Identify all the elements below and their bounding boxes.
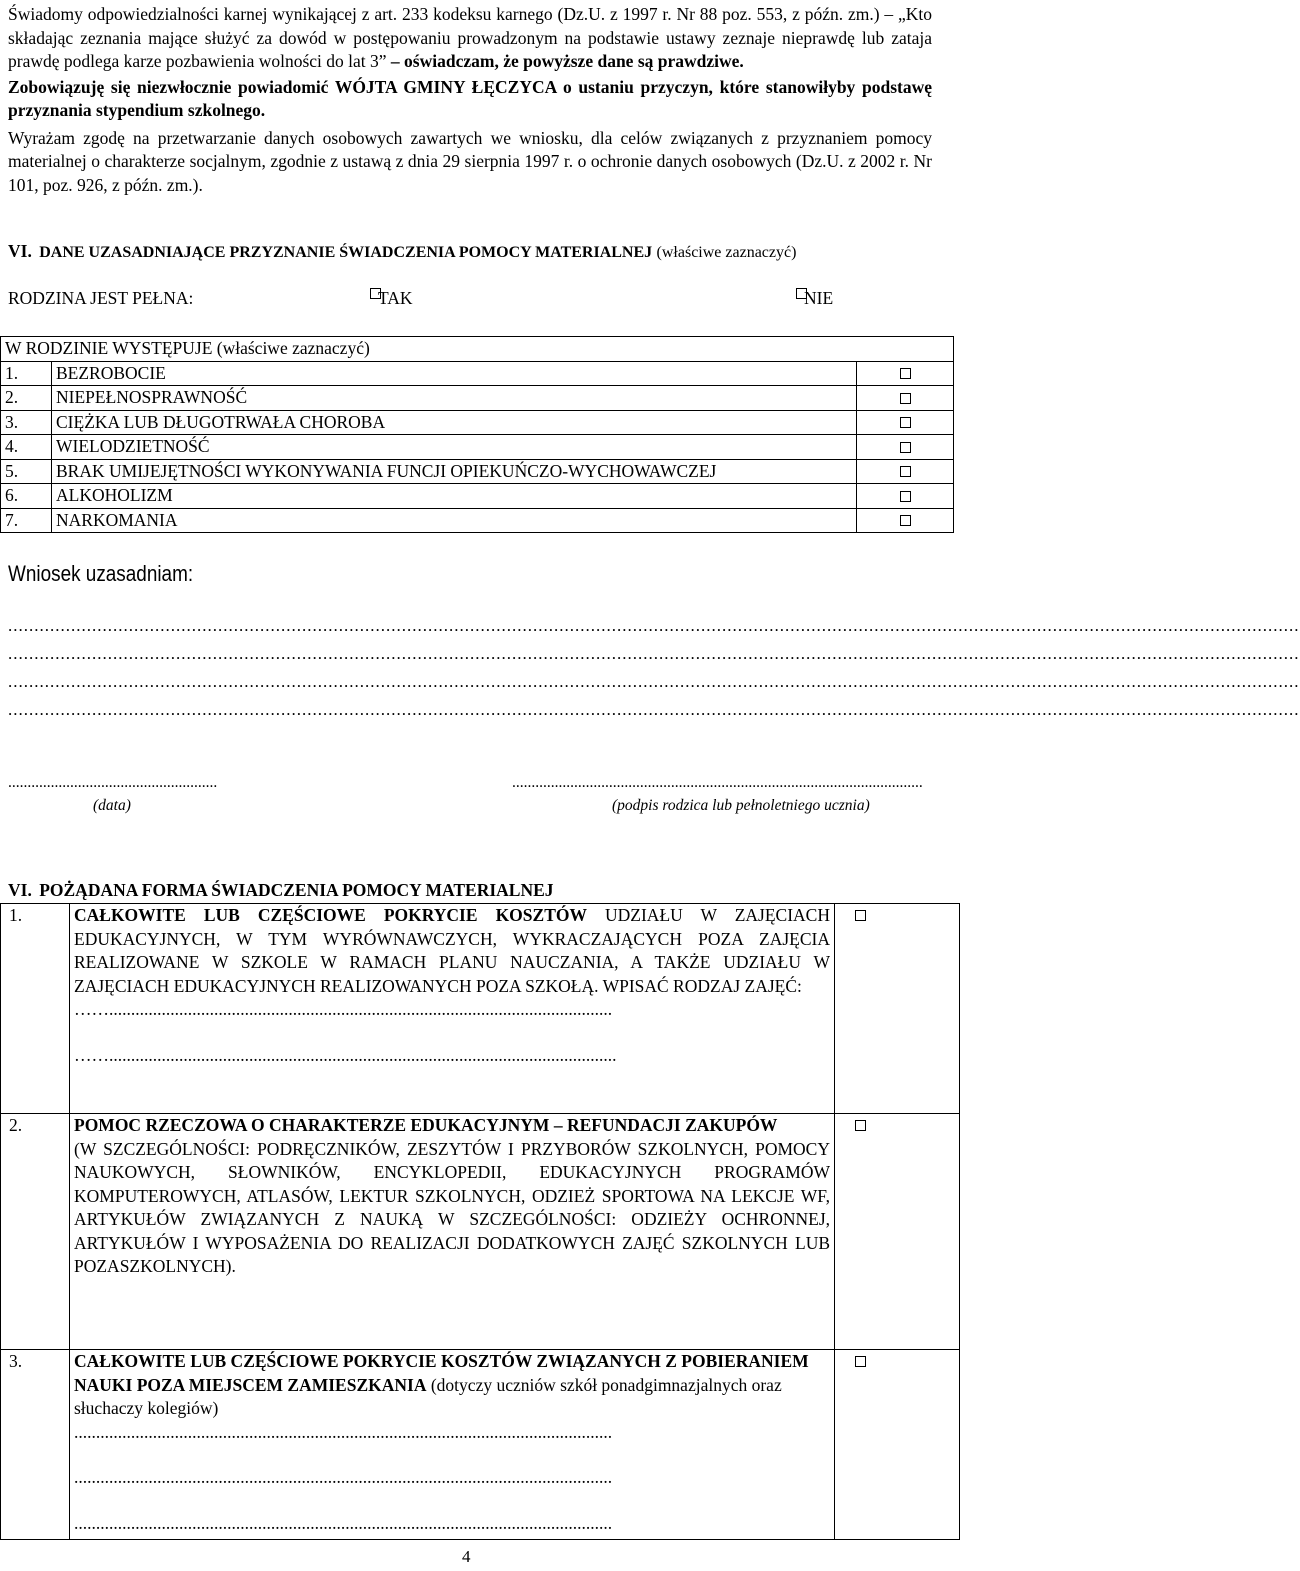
row-number: 5. bbox=[1, 459, 52, 484]
row-checkbox[interactable] bbox=[857, 435, 954, 460]
row-number: 3. bbox=[1, 1350, 70, 1540]
row-label: WIELODZIETNOŚĆ bbox=[52, 435, 857, 460]
section-note: (właściwe zaznaczyć) bbox=[656, 244, 797, 261]
aid-form-table bbox=[0, 903, 960, 1540]
notification-commitment: Zobowiązuję się niezwłocznie powiadomić WÓJTA GMINY ŁĘCZYCA o ustaniu przyczyn, które stanowiłyby podstawę przyznania stypendium szkolnego. bbox=[8, 76, 932, 120]
checkbox-icon[interactable] bbox=[900, 393, 911, 404]
row-description: CAŁKOWITE LUB CZĘŚCIOWE POKRYCIE KOSZTÓW UDZIAŁU W ZAJĘCIACH EDUKACYJNYCH, W TYM WYRÓWNAWCZYCH, WYKRACZAJĄCYCH POZA ZAJĘCIA REALIZOWANE W SZKOLE W RAMACH PLANU NAUCZANIA, A TAKŻE UDZIAŁU W ZAJĘCIACH EDUKACYJNYCH REALIZOWANYCH POZA SZKOŁĄ. WPISAĆ RODZAJ ZAJĘĆ: ……................................................................................................................... …….................................................................................................................... bbox=[70, 904, 835, 1114]
table-row bbox=[1, 1114, 960, 1350]
table-header: W RODZINIE WYSTĘPUJE (właściwe zaznaczyć) bbox=[1, 337, 954, 362]
answer-line[interactable]: ........................................................................................................................... bbox=[74, 1467, 613, 1487]
checkbox-icon[interactable] bbox=[855, 910, 866, 921]
activity-type-line[interactable]: ……................................................................................................................... bbox=[74, 999, 613, 1019]
signature-label: (podpis rodzica lub pełnoletniego ucznia) bbox=[612, 797, 870, 814]
row-checkbox[interactable] bbox=[857, 361, 954, 386]
row-label: NARKOMANIA bbox=[52, 508, 857, 533]
data-processing-consent: Wyrażam zgodę na przetwarzanie danych osobowych zawartych we wniosku, dla celów związanych z przyznaniem pomocy materialnej o charakterze socjalnym, zgodnie z ustawą z dnia 29 sierpnia 1997 r. o ochronie danych osobowych (Dz.U. z 2002 r. Nr 101, poz. 926, z późn. zm.). bbox=[8, 127, 932, 195]
row-checkbox[interactable] bbox=[857, 410, 954, 435]
row-label: BEZROBOCIE bbox=[52, 361, 857, 386]
declaration-block bbox=[8, 3, 932, 197]
row-description: CAŁKOWITE LUB CZĘŚCIOWE POKRYCIE KOSZTÓW ZWIĄZANYCH Z POBIERANIEM NAUKI POZA MIEJSCEM ZAMIESZKANIA (dotyczy uczniów szkół ponadgimnazjalnych oraz słuchaczy kolegiów) ........................................................................................................................... ........................................................................................................................... ........................................................................................................................... bbox=[70, 1350, 835, 1540]
section-heading-aid-form bbox=[8, 880, 554, 901]
answer-line[interactable]: ........................................................................................................................... bbox=[74, 1421, 613, 1442]
liability-affirmation: – oświadczam, że powyższe dane są prawdziwe. bbox=[390, 51, 744, 71]
row-checkbox[interactable] bbox=[835, 1114, 960, 1350]
row-number: 7. bbox=[1, 508, 52, 533]
row-number: 2. bbox=[1, 386, 52, 411]
table-row bbox=[1, 484, 954, 509]
table-row bbox=[1, 508, 954, 533]
row-description: POMOC RZECZOWA O CHARAKTERZE EDUKACYJNYM – REFUNDACJI ZAKUPÓW (W SZCZEGÓLNOŚCI: PODRĘCZNIKÓW, ZESZYTÓW I PRZYBORÓW SZKOLNYCH, POMOCY NAUKOWYCH, SŁOWNIKÓW, ENCYKLOPEDII, EDUKACYJNYCH PROGRAMÓW KOMPUTEROWYCH, ATLASÓW, LEKTUR SZKOLNYCH, ODZIEŻ SPORTOWA NA LEKCJE WF, ARTYKUŁÓW ZWIĄZANYCH Z NAUKĄ W SZCZEGÓLNOŚCI: ODZIEŻY OCHRONNEJ, ARTYKUŁÓW I WYPOSAŻENIA DO REALIZACJI DODATKOWYCH ZAJĘĆ SZKOLNYCH LUB POZASZKOLNYCH). bbox=[70, 1114, 835, 1350]
row-number: 2. bbox=[1, 1114, 70, 1350]
section-title: POŻĄDANA FORMA ŚWIADCZENIA POMOCY MATERIALNEJ bbox=[39, 880, 554, 900]
row-number: 3. bbox=[1, 410, 52, 435]
section-title: DANE UZASADNIAJĄCE PRZYZNANIE ŚWIADCZENIA POMOCY MATERIALNEJ bbox=[39, 244, 653, 261]
table-header-row bbox=[1, 337, 954, 362]
row-checkbox[interactable] bbox=[835, 904, 960, 1114]
row-checkbox[interactable] bbox=[857, 459, 954, 484]
liability-statement: Świadomy odpowiedzialności karnej wynikającej z art. 233 kodeksu karnego (Dz.U. z 1997 r. Nr 88 poz. 553, z późn. zm.) – „Kto składając zeznania mające służyć za dowód w postępowaniu prowadzonym na podstawie ustawy zeznaje nieprawdę lub zataja prawdę podlega karze pozbawienia wolności do lat 3” – oświadczam, że powyższe dane są prawdziwe. bbox=[8, 4, 932, 71]
row-number: 1. bbox=[1, 904, 70, 1114]
answer-line[interactable]: ........................................................................................................................... bbox=[74, 1512, 613, 1533]
date-label: (data) bbox=[93, 797, 131, 814]
activity-type-line[interactable]: …….................................................................................................................... bbox=[74, 1044, 617, 1065]
table-row bbox=[1, 904, 960, 1114]
table-row bbox=[1, 386, 954, 411]
checkbox-icon[interactable] bbox=[900, 491, 911, 502]
row-number: 6. bbox=[1, 484, 52, 509]
checkbox-icon[interactable] bbox=[900, 368, 911, 379]
row-number: 1. bbox=[1, 361, 52, 386]
family-conditions-table bbox=[0, 336, 954, 533]
checkbox-icon[interactable] bbox=[900, 515, 911, 526]
table-row bbox=[1, 361, 954, 386]
row-label: BRAK UMIJEJĘTNOŚCI WYKONYWANIA FUNCJI OPIEKUŃCZO-WYCHOWAWCZEJ bbox=[52, 459, 857, 484]
justification-title: Wniosek uzasadniam: bbox=[8, 561, 194, 586]
justification-line[interactable]: ...................................................................................................................................................................................................................................................... bbox=[8, 700, 1300, 719]
checkbox-icon[interactable] bbox=[900, 417, 911, 428]
table-row bbox=[1, 435, 954, 460]
checkbox-icon[interactable] bbox=[900, 442, 911, 453]
section-heading-justification bbox=[8, 241, 796, 262]
row-checkbox[interactable] bbox=[857, 484, 954, 509]
justification-line[interactable]: ...................................................................................................................................................................................................................................................... bbox=[8, 616, 1300, 635]
row-checkbox[interactable] bbox=[835, 1350, 960, 1540]
section-number: VI. bbox=[8, 241, 32, 261]
row-number: 4. bbox=[1, 435, 52, 460]
justification-line[interactable]: ...................................................................................................................................................................................................................................................... bbox=[8, 644, 1300, 663]
family-complete-row: RODZINA JEST PEŁNA: TAK NIE bbox=[8, 288, 834, 308]
row-checkbox[interactable] bbox=[857, 386, 954, 411]
row-label: CIĘŻKA LUB DŁUGOTRWAŁA CHOROBA bbox=[52, 410, 857, 435]
table-row bbox=[1, 1350, 960, 1540]
date-field[interactable]: ...................................................... bbox=[8, 774, 218, 791]
row-label: ALKOHOLIZM bbox=[52, 484, 857, 509]
page-number: 4 bbox=[462, 1547, 471, 1566]
row-label: NIEPEŁNOSPRAWNOŚĆ bbox=[52, 386, 857, 411]
justification-line[interactable]: ...................................................................................................................................................................................................................................................... bbox=[8, 672, 1300, 691]
checkbox-icon[interactable] bbox=[900, 466, 911, 477]
section-number: VI. bbox=[8, 880, 32, 900]
table-row bbox=[1, 410, 954, 435]
table-row bbox=[1, 459, 954, 484]
row-checkbox[interactable] bbox=[857, 508, 954, 533]
checkbox-icon[interactable] bbox=[855, 1120, 866, 1131]
family-complete-label: RODZINA JEST PEŁNA: bbox=[8, 288, 194, 308]
signature-field[interactable]: .......................................................................................................... bbox=[512, 774, 923, 791]
checkbox-icon[interactable] bbox=[855, 1356, 866, 1367]
